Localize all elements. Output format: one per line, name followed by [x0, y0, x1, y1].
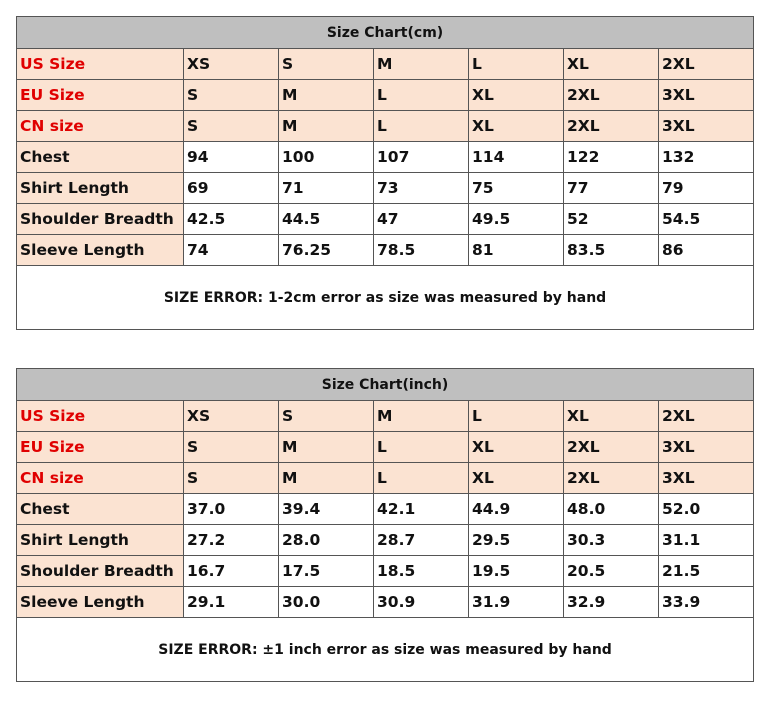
measurement-cell: 74: [184, 235, 279, 266]
measurement-cell: 77: [564, 173, 659, 204]
measurement-cell: 39.4: [279, 494, 374, 525]
measurement-cell: 33.9: [659, 587, 754, 618]
measurement-cell: 21.5: [659, 556, 754, 587]
measurement-cell: 86: [659, 235, 754, 266]
size-system-label: US Size: [17, 401, 184, 432]
size-cell: XL: [564, 49, 659, 80]
measurement-cell: 32.9: [564, 587, 659, 618]
size-row: [17, 432, 754, 463]
size-row: [17, 111, 754, 142]
size-row: [17, 80, 754, 111]
measurement-cell: 16.7: [184, 556, 279, 587]
size-cell: 3XL: [659, 80, 754, 111]
chart-title: Size Chart(cm): [17, 17, 754, 49]
size-cell: XL: [469, 432, 564, 463]
measurement-cell: 37.0: [184, 494, 279, 525]
measurement-cell: 48.0: [564, 494, 659, 525]
size-cell: 3XL: [659, 463, 754, 494]
size-system-label: US Size: [17, 49, 184, 80]
measurement-cell: 30.0: [279, 587, 374, 618]
size-cell: 2XL: [564, 80, 659, 111]
size-cell: 2XL: [564, 463, 659, 494]
measurement-cell: 76.25: [279, 235, 374, 266]
measurement-cell: 42.5: [184, 204, 279, 235]
measurement-label: Sleeve Length: [17, 235, 184, 266]
measurement-label: Shoulder Breadth: [17, 204, 184, 235]
measurement-cell: 28.7: [374, 525, 469, 556]
measurement-cell: 30.9: [374, 587, 469, 618]
measurement-cell: 78.5: [374, 235, 469, 266]
measurement-label: Sleeve Length: [17, 587, 184, 618]
measurement-cell: 52: [564, 204, 659, 235]
size-chart-inch-table: [16, 368, 754, 682]
measurement-row: [17, 587, 754, 618]
measurement-row: [17, 142, 754, 173]
size-row: [17, 401, 754, 432]
measurement-cell: 44.9: [469, 494, 564, 525]
measurement-cell: 30.3: [564, 525, 659, 556]
measurement-label: Shoulder Breadth: [17, 556, 184, 587]
measurement-cell: 17.5: [279, 556, 374, 587]
measurement-cell: 47: [374, 204, 469, 235]
measurement-row: [17, 173, 754, 204]
size-cell: 2XL: [659, 49, 754, 80]
measurement-cell: 31.1: [659, 525, 754, 556]
measurement-cell: 69: [184, 173, 279, 204]
title-row: [17, 369, 754, 401]
size-cell: M: [374, 401, 469, 432]
size-cell: M: [279, 80, 374, 111]
measurement-row: [17, 525, 754, 556]
title-row: [17, 17, 754, 49]
measurement-cell: 42.1: [374, 494, 469, 525]
size-error-note: SIZE ERROR: 1-2cm error as size was measured by hand: [17, 266, 754, 330]
measurement-label: Chest: [17, 494, 184, 525]
measurement-label: Chest: [17, 142, 184, 173]
chart-title: Size Chart(inch): [17, 369, 754, 401]
measurement-label: Shirt Length: [17, 525, 184, 556]
size-cell: M: [279, 463, 374, 494]
size-cell: L: [469, 49, 564, 80]
size-cell: S: [279, 401, 374, 432]
measurement-cell: 114: [469, 142, 564, 173]
measurement-cell: 31.9: [469, 587, 564, 618]
size-cell: S: [279, 49, 374, 80]
measurement-row: [17, 556, 754, 587]
size-system-label: EU Size: [17, 432, 184, 463]
size-cell: L: [374, 80, 469, 111]
size-cell: S: [184, 463, 279, 494]
measurement-cell: 20.5: [564, 556, 659, 587]
measurement-cell: 71: [279, 173, 374, 204]
measurement-cell: 19.5: [469, 556, 564, 587]
measurement-cell: 79: [659, 173, 754, 204]
measurement-row: [17, 204, 754, 235]
size-cell: S: [184, 80, 279, 111]
size-cell: XL: [469, 463, 564, 494]
measurement-cell: 54.5: [659, 204, 754, 235]
size-cell: XS: [184, 49, 279, 80]
size-cell: XL: [564, 401, 659, 432]
size-cell: M: [374, 49, 469, 80]
measurement-row: [17, 235, 754, 266]
measurement-cell: 44.5: [279, 204, 374, 235]
size-system-label: CN size: [17, 463, 184, 494]
size-system-label: CN size: [17, 111, 184, 142]
size-cell: M: [279, 111, 374, 142]
size-cell: L: [374, 432, 469, 463]
size-cell: M: [279, 432, 374, 463]
note-row: [17, 266, 754, 330]
size-cell: 2XL: [659, 401, 754, 432]
size-cell: S: [184, 432, 279, 463]
measurement-cell: 29.5: [469, 525, 564, 556]
size-cell: L: [374, 111, 469, 142]
measurement-cell: 122: [564, 142, 659, 173]
measurement-row: [17, 494, 754, 525]
size-chart-cm-table: [16, 16, 754, 330]
size-cell: XL: [469, 80, 564, 111]
measurement-cell: 49.5: [469, 204, 564, 235]
measurement-cell: 81: [469, 235, 564, 266]
measurement-cell: 94: [184, 142, 279, 173]
measurement-cell: 132: [659, 142, 754, 173]
size-cell: 3XL: [659, 111, 754, 142]
measurement-cell: 100: [279, 142, 374, 173]
size-cell: 2XL: [564, 111, 659, 142]
measurement-label: Shirt Length: [17, 173, 184, 204]
size-cell: XL: [469, 111, 564, 142]
measurement-cell: 83.5: [564, 235, 659, 266]
size-error-note: SIZE ERROR: ±1 inch error as size was measured by hand: [17, 618, 754, 682]
measurement-cell: 18.5: [374, 556, 469, 587]
measurement-cell: 52.0: [659, 494, 754, 525]
size-system-label: EU Size: [17, 80, 184, 111]
size-cell: S: [184, 111, 279, 142]
size-row: [17, 49, 754, 80]
measurement-cell: 107: [374, 142, 469, 173]
size-cell: 3XL: [659, 432, 754, 463]
size-row: [17, 463, 754, 494]
note-row: [17, 618, 754, 682]
measurement-cell: 29.1: [184, 587, 279, 618]
size-cell: L: [374, 463, 469, 494]
measurement-cell: 75: [469, 173, 564, 204]
measurement-cell: 28.0: [279, 525, 374, 556]
size-cell: XS: [184, 401, 279, 432]
measurement-cell: 27.2: [184, 525, 279, 556]
measurement-cell: 73: [374, 173, 469, 204]
size-cell: 2XL: [564, 432, 659, 463]
size-cell: L: [469, 401, 564, 432]
